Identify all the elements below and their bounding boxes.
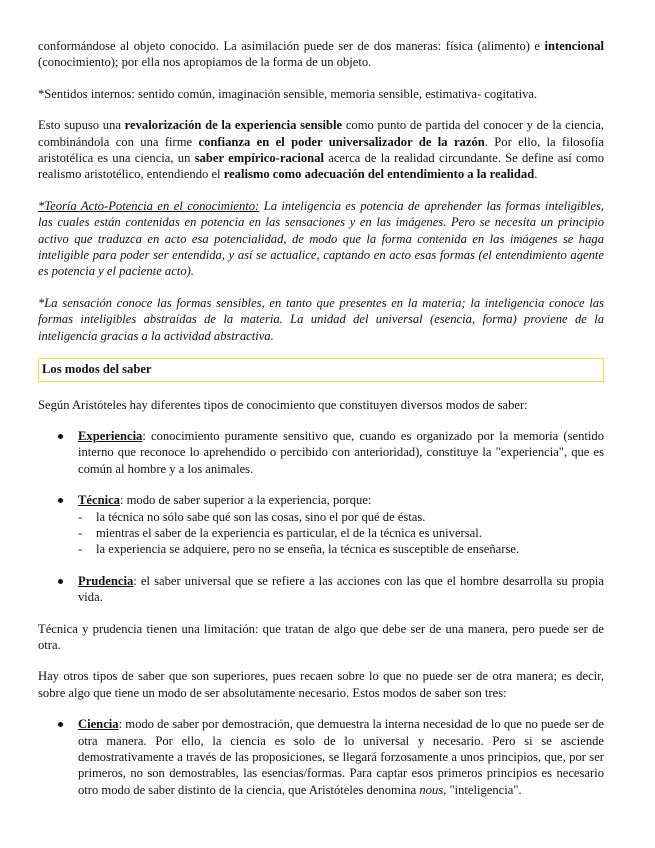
sublist-item: [78, 509, 604, 525]
term-label: Experiencia: [78, 428, 143, 443]
text-run: .: [534, 167, 538, 182]
text-run: mientras el saber de la experiencia es particular, el de la técnica es universal.: [96, 525, 482, 540]
text-run: (conocimiento); por ella nos apropiamos de la forma de un objeto.: [38, 55, 372, 70]
text-run: : conocimiento puramente sensitivo que, cuando es organizado por la memoria (sentido interno que reconoce lo aprehendido o percibido con anterioridad), constituye la "experiencia", que es común al hombre y a los animales.: [78, 428, 604, 476]
term-label: Ciencia: [78, 717, 119, 732]
sublist-item: [78, 541, 604, 557]
text-run: la experiencia se adquiere, pero no se enseña, la técnica es susceptible de enseñarse.: [96, 542, 520, 557]
sublist-tecnica: [78, 509, 604, 558]
bold-phrase: confianza en el poder universalizador de la razón: [198, 134, 485, 149]
text-run: La inteligencia es potencia de aprehender las formas inteligibles, las cuales están contenidas en potencia en las sensaciones y en las imágenes. Pero se necesita un principio activo que traduzca en acto esa potencialidad, de modo que la forma contenida en las imágenes se haga inteligible para poder ser entendida, y así se actualice, captando en acto esas formas (el entendimiento agente es potencia y el paciente acto).: [38, 198, 604, 279]
paragraph-limitacion: Técnica y prudencia tienen una limitación: que tratan de algo que debe ser de una manera, pero puede ser de otra.: [38, 621, 604, 652]
bullet-icon: [58, 579, 63, 584]
text-run: : modo de saber por demostración, que demuestra la interna necesidad de lo que no puede ser de otra manera. Por ello, la ciencia es solo de lo universal y necesario. Pero si se asciende demostrativamente a través de las proposiciones, se llegará forzosamente a unos principios, que, por ser primeros, no son demostrables, las esencias/formas. Para captar esos primeros principios es necesario otro modo de saber distinto de la ciencia, que Aristóteles denomina: [78, 717, 604, 797]
text-run: acerca de la realidad circundante. Se define así como realismo aristotélico, entendiendo el: [38, 151, 604, 182]
dash-icon: -: [78, 509, 83, 524]
bullet-icon: [58, 434, 63, 439]
list-item-experiencia: [38, 428, 604, 477]
document-page: [38, 38, 604, 798]
paragraph-saberes-superiores: Hay otros tipos de saber que son superiores, pues recaen sobre lo que no puede ser de otra manera; es decir, sobre algo que tiene un modo de ser absolutamente necesario. Estos modos de saber son tres:: [38, 669, 604, 700]
dash-icon: -: [78, 525, 83, 540]
paragraph-asimilacion: [38, 38, 604, 71]
list-saberes-superiores: [38, 716, 604, 798]
italic-term: nous: [419, 782, 444, 797]
text-run: la técnica no sólo sabe qué son las cosas, sino el por qué de éstas.: [96, 509, 426, 524]
term-label: Prudencia: [78, 573, 134, 588]
paragraph-intro-modos: Según Aristóteles hay diferentes tipos de conocimiento que constituyen diversos modos de saber:: [38, 397, 528, 412]
list-item-prudencia: [38, 573, 604, 606]
bullet-icon: [58, 722, 63, 727]
text-run: . Por ello, la filosofía aristotélica es una ciencia, un: [38, 134, 604, 166]
list-item-ciencia: [38, 716, 604, 798]
text-run: , "inteligencia".: [443, 782, 522, 797]
list-item-tecnica: [38, 492, 604, 558]
text-run: conformándose al objeto conocido. La asimilación puede ser de dos maneras: física (alimento) e: [38, 39, 545, 53]
section-heading: Los modos del saber: [38, 358, 604, 381]
term-label: Técnica: [78, 493, 120, 508]
list-modos-saber: [38, 428, 604, 606]
bullet-icon: [58, 498, 63, 503]
text-run: : el saber universal que se refiere a las acciones con las que el hombre desarrolla su propia vida.: [78, 573, 604, 605]
text-run: como punto de partida del conocer y de la ciencia, combinándola con una firme: [38, 118, 604, 149]
bold-phrase: revalorización de la experiencia sensible: [124, 118, 343, 133]
bold-term-intencional: intencional: [544, 39, 604, 53]
bold-phrase: saber empírico-racional: [194, 151, 324, 166]
sublist-item: [78, 525, 604, 541]
bold-phrase: realismo como adecuación del entendimiento a la realidad: [223, 167, 535, 182]
paragraph-realismo: [38, 117, 604, 183]
paragraph-acto-potencia: [38, 198, 604, 280]
paragraph-sentidos-internos: *Sentidos internos: sentido común, imaginación sensible, memoria sensible, estimativa- cogitativa.: [38, 86, 538, 101]
underlined-title: *Teoría Acto-Potencia en el conocimiento:: [38, 198, 260, 213]
text-run: Esto supuso una: [38, 118, 125, 133]
text-run: : modo de saber superior a la experiencia, porque:: [119, 493, 372, 508]
dash-icon: -: [78, 542, 83, 557]
paragraph-sensacion: *La sensación conoce las formas sensibles, en tanto que presentes en la materia; la inteligencia conoce las formas inteligibles abstraídas de la materia. La unidad del universal (esencia, forma) proviene de la inteligencia gracias a la actividad abstractiva.: [38, 295, 604, 343]
